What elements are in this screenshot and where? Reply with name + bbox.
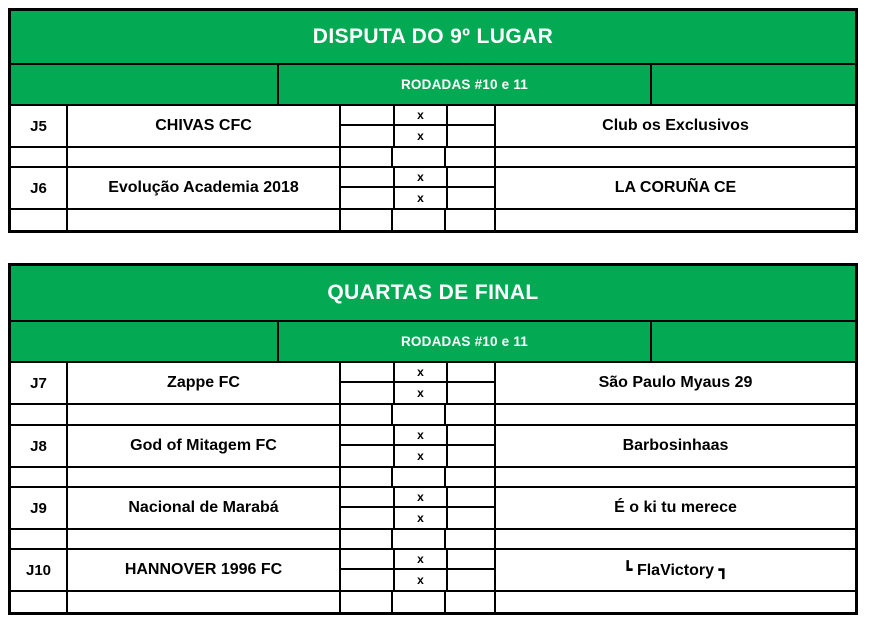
score-cell <box>446 570 496 590</box>
spacer-cell <box>444 468 494 486</box>
spacer-cell <box>66 592 339 612</box>
spacer-cell <box>339 592 391 612</box>
score-cell <box>446 363 496 383</box>
home-team: Zappe FC <box>66 363 339 403</box>
score-cell <box>446 126 496 146</box>
spacer-row <box>11 468 855 488</box>
score-cell <box>341 570 393 590</box>
spacer-cell <box>11 530 66 548</box>
spacer-cell <box>66 210 339 230</box>
match-row-j6 <box>11 168 855 210</box>
score-cell <box>446 188 496 208</box>
spacer-cell <box>11 468 66 486</box>
spacer-row <box>11 210 855 230</box>
score-cell <box>341 488 393 508</box>
spacer-cell <box>391 210 444 230</box>
score-block <box>339 488 494 528</box>
spacer-cell <box>494 530 855 548</box>
spacer-cell <box>339 148 391 166</box>
rounds-row <box>11 322 855 363</box>
score-cell <box>341 106 393 126</box>
score-cell <box>341 188 393 208</box>
rounds-right-cell <box>650 65 855 104</box>
match-row-j5 <box>11 106 855 148</box>
x-mark: x <box>393 426 446 446</box>
spacer-cell <box>444 148 494 166</box>
score-cell <box>446 550 496 570</box>
score-block <box>339 550 494 590</box>
spacer-cell <box>494 148 855 166</box>
away-team: Club os Exclusivos <box>494 106 855 146</box>
rounds-left-cell <box>11 65 277 104</box>
spacer-cell <box>444 210 494 230</box>
spacer-cell <box>391 592 444 612</box>
match-row-j8 <box>11 426 855 468</box>
score-cell <box>341 383 393 403</box>
match-row-j10 <box>11 550 855 592</box>
rounds-right-cell <box>650 322 855 361</box>
rounds-label: RODADAS #10 e 11 <box>277 322 650 361</box>
spacer-cell <box>11 148 66 166</box>
away-team: É o ki tu merece <box>494 488 855 528</box>
spacer-row <box>11 405 855 426</box>
score-block <box>339 426 494 466</box>
spacer-cell <box>66 530 339 548</box>
spacer-row <box>11 592 855 612</box>
x-mark: x <box>393 106 446 126</box>
spacer-cell <box>66 468 339 486</box>
spacer-row <box>11 530 855 550</box>
x-mark: x <box>393 570 446 590</box>
spacer-cell <box>339 210 391 230</box>
score-cell <box>446 168 496 188</box>
home-team: CHIVAS CFC <box>66 106 339 146</box>
x-mark: x <box>393 363 446 383</box>
score-cell <box>341 363 393 383</box>
away-team: LA CORUÑA CE <box>494 168 855 208</box>
game-id: J7 <box>30 374 47 392</box>
score-cell <box>341 126 393 146</box>
away-team: ┗ FlaVictory ┓ <box>494 550 855 590</box>
x-mark: x <box>393 383 446 403</box>
score-cell <box>446 106 496 126</box>
spacer-cell <box>444 405 494 424</box>
spacer-row <box>11 148 855 168</box>
rounds-label: RODADAS #10 e 11 <box>277 65 650 104</box>
rounds-left-cell <box>11 322 277 361</box>
score-cell <box>341 550 393 570</box>
rounds-row <box>11 65 855 106</box>
spacer-cell <box>339 468 391 486</box>
score-cell <box>341 426 393 446</box>
x-mark: x <box>393 488 446 508</box>
spacer-cell <box>339 530 391 548</box>
score-cell <box>341 446 393 466</box>
spacer-cell <box>444 530 494 548</box>
spacer-cell <box>66 148 339 166</box>
x-mark: x <box>393 550 446 570</box>
bracket-table-ninth-place <box>8 8 858 233</box>
away-team: Barbosinhaas <box>494 426 855 466</box>
spacer-cell <box>391 148 444 166</box>
game-id: J10 <box>25 561 52 579</box>
table-title: DISPUTA DO 9º LUGAR <box>11 11 855 65</box>
score-cell <box>341 508 393 528</box>
spacer-cell <box>11 592 66 612</box>
x-mark: x <box>393 446 446 466</box>
score-cell <box>446 488 496 508</box>
bracket-table-quarterfinals <box>8 263 858 615</box>
spacer-cell <box>391 405 444 424</box>
spacer-cell <box>11 210 66 230</box>
table-title: QUARTAS DE FINAL <box>11 266 855 322</box>
score-cell <box>446 383 496 403</box>
x-mark: x <box>393 188 446 208</box>
spacer-cell <box>494 405 855 424</box>
score-cell <box>446 446 496 466</box>
score-cell <box>446 426 496 446</box>
score-cell <box>341 168 393 188</box>
game-id: J5 <box>30 117 47 135</box>
home-team: Evolução Academia 2018 <box>66 168 339 208</box>
home-team: God of Mitagem FC <box>66 426 339 466</box>
score-block <box>339 106 494 146</box>
game-id: J8 <box>30 437 47 455</box>
x-mark: x <box>393 508 446 528</box>
home-team: HANNOVER 1996 FC <box>66 550 339 590</box>
game-id: J6 <box>30 179 47 197</box>
x-mark: x <box>393 126 446 146</box>
spacer-cell <box>494 210 855 230</box>
spacer-cell <box>494 592 855 612</box>
score-block <box>339 363 494 403</box>
spacer-cell <box>11 405 66 424</box>
spacer-cell <box>391 530 444 548</box>
match-row-j9 <box>11 488 855 530</box>
away-team: São Paulo Myaus 29 <box>494 363 855 403</box>
score-cell <box>446 508 496 528</box>
game-id: J9 <box>30 499 47 517</box>
spacer-cell <box>391 468 444 486</box>
match-row-j7 <box>11 363 855 405</box>
spacer-cell <box>444 592 494 612</box>
x-mark: x <box>393 168 446 188</box>
score-block <box>339 168 494 208</box>
spacer-cell <box>66 405 339 424</box>
spacer-cell <box>494 468 855 486</box>
home-team: Nacional de Marabá <box>66 488 339 528</box>
spacer-cell <box>339 405 391 424</box>
